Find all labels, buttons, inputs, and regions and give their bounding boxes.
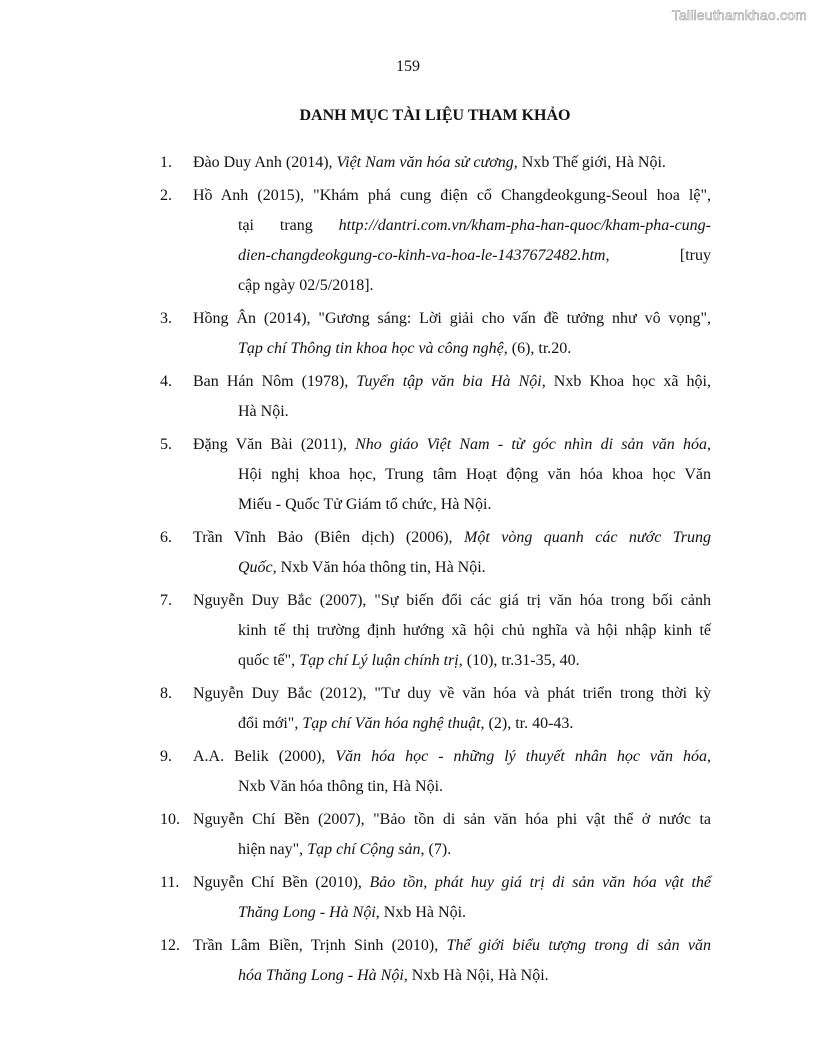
reference-segment: Nxb Văn hóa thông tin, Hà Nội. — [238, 778, 444, 795]
reference-segment: , Nxb Thế giới, Hà Nội. — [513, 154, 666, 171]
reference-number: 7. — [160, 592, 172, 609]
reference-number: 6. — [160, 529, 172, 546]
reference-segment: Ban Hán Nôm (1978), — [193, 373, 357, 390]
reference-line — [193, 616, 711, 646]
reference-title-segment: Việt Nam văn hóa sử cương — [336, 154, 514, 171]
reference-segment: kinh tế thị trường định hướng xã hội chủ nghĩa và hội nhập kinh tế — [238, 622, 711, 639]
reference-text — [193, 679, 711, 739]
reference-item — [0, 304, 816, 364]
reference-line — [193, 523, 711, 553]
reference-line — [193, 397, 711, 427]
reference-segment: Nxb Khoa học xã hội, — [545, 373, 711, 390]
reference-title-segment: Nho giáo Việt Nam - từ góc nhìn di sản văn hóa — [355, 436, 707, 453]
reference-segment: Miếu - Quốc Tử Giám tổ chức, Hà Nội. — [238, 496, 492, 513]
reference-text — [193, 586, 711, 676]
reference-number: 3. — [160, 310, 172, 327]
reference-title-segment: , Tạp chí Văn hóa nghệ thuật — [294, 715, 481, 732]
reference-title-segment: Tạp chí Lý luận chính trị — [299, 652, 459, 669]
reference-text — [193, 742, 711, 802]
reference-line — [193, 181, 711, 211]
reference-item — [0, 430, 816, 520]
reference-number: 10. — [160, 811, 180, 828]
reference-segment: Nguyễn Chí Bền (2007), "Bảo tồn di sản văn hóa phi vật thể ở nước ta — [193, 811, 711, 828]
reference-item — [0, 367, 816, 427]
reference-line — [193, 430, 711, 460]
reference-segment: , (7). — [420, 841, 452, 858]
reference-text — [193, 430, 711, 520]
reference-segment: Đào Duy Anh (2014), — [193, 154, 337, 171]
reference-text — [193, 523, 711, 583]
reference-title-segment: Tuyển tập văn bia Hà Nội, — [356, 373, 546, 390]
reference-line — [193, 646, 711, 676]
reference-item — [0, 742, 816, 802]
reference-segment: Trần Lâm Biền, Trịnh Sinh (2010), — [193, 937, 447, 954]
reference-number: 9. — [160, 748, 172, 765]
reference-line — [193, 271, 711, 301]
reference-title-segment: hóa Thăng Long - Hà Nội — [238, 967, 404, 984]
reference-line — [193, 490, 711, 520]
reference-item — [0, 931, 816, 991]
reference-segment: Nxb Văn hóa thông tin, Hà Nội. — [276, 559, 486, 576]
reference-segment: Đặng Văn Bài (2011), — [193, 436, 356, 453]
reference-line — [193, 460, 711, 490]
page-number: 159 — [396, 58, 420, 75]
reference-number: 11. — [160, 874, 180, 891]
reference-title-segment: Thế giới biểu tượng trong di sản văn — [446, 937, 711, 954]
reference-line — [193, 211, 711, 241]
reference-line — [193, 931, 711, 961]
reference-title-segment: Một vòng quanh các nước Trung — [464, 529, 712, 546]
reference-text — [193, 805, 711, 865]
reference-item — [0, 868, 816, 928]
reference-number: 5. — [160, 436, 172, 453]
reference-title-segment: Bảo tồn, phát huy giá trị di sản văn hóa vật thể — [369, 874, 711, 891]
reference-title-segment: Văn hóa học - những lý thuyết nhân học văn hóa — [335, 748, 707, 765]
reference-line — [193, 367, 711, 397]
reference-segment: cập ngày 02/5/2018]. — [238, 277, 374, 294]
reference-number: 2. — [160, 187, 172, 204]
reference-segment: Hồng Ân (2014), "Gương sáng: Lời giải cho vấn đề tưởng như vô vọng", — [193, 310, 711, 327]
reference-line — [193, 304, 711, 334]
reference-segment: Hồ Anh (2015), "Khám phá cung điện cổ Changdeokgung-Seoul hoa lệ", — [193, 187, 711, 204]
reference-text — [193, 148, 711, 178]
reference-line — [193, 334, 711, 364]
reference-line — [193, 148, 711, 178]
reference-number: 4. — [160, 373, 172, 390]
reference-title-segment: Quốc, — [238, 559, 277, 576]
reference-line — [193, 679, 711, 709]
reference-text — [193, 868, 711, 928]
reference-segment: , Nxb Hà Nội, Hà Nội. — [403, 967, 549, 984]
reference-text — [193, 367, 711, 427]
reference-segment: , (2), tr. 40-43. — [480, 715, 574, 732]
reference-item — [0, 181, 816, 301]
reference-title-segment: dien-changdeokgung-co-kinh-va-hoa-le-1437672482.htm, — [238, 247, 610, 264]
reference-segment: , (10), tr.31-35, 40. — [458, 652, 580, 669]
reference-line — [193, 772, 711, 802]
reference-item — [0, 523, 816, 583]
page-title: DANH MỤC TÀI LIỆU THAM KHẢO — [299, 107, 571, 124]
reference-line — [193, 805, 711, 835]
reference-number: 8. — [160, 685, 172, 702]
reference-segment: đổi mới" — [238, 715, 295, 732]
reference-segment: Nguyễn Duy Bắc (2012), "Tư duy về văn hóa và phát triển trong thời kỳ — [193, 685, 711, 702]
reference-segment: A.A. Belik (2000), — [193, 748, 336, 765]
reference-segment: [truy — [609, 247, 711, 264]
reference-line — [193, 961, 711, 991]
reference-title-segment: Tạp chí Cộng sản — [307, 841, 421, 858]
reference-line — [193, 898, 711, 928]
reference-title-segment: Thăng Long - Hà Nội — [238, 904, 376, 921]
reference-line — [193, 835, 711, 865]
reference-segment: , — [707, 748, 711, 765]
reference-line — [193, 868, 711, 898]
reference-text — [193, 931, 711, 991]
reference-number: 12. — [160, 937, 180, 954]
reference-title-segment: http://dantri.com.vn/kham-pha-han-quoc/kham-pha-cung- — [338, 217, 711, 234]
reference-line — [193, 553, 711, 583]
reference-segment: , (6), tr.20. — [503, 340, 572, 357]
reference-list — [0, 148, 816, 994]
reference-segment: Hà Nội. — [238, 403, 289, 420]
reference-item — [0, 586, 816, 676]
reference-item — [0, 148, 816, 178]
reference-segment: , Nxb Hà Nội. — [375, 904, 467, 921]
reference-item — [0, 679, 816, 739]
reference-text — [193, 304, 711, 364]
reference-segment: Hội nghị khoa học, Trung tâm Hoạt động văn hóa khoa học Văn — [238, 466, 711, 483]
reference-segment: hiện nay", — [238, 841, 308, 858]
reference-line — [193, 709, 711, 739]
reference-line — [193, 742, 711, 772]
reference-title-segment: Tạp chí Thông tin khoa học và công nghệ — [238, 340, 504, 357]
reference-segment: quốc tế", — [238, 652, 300, 669]
reference-segment: Nguyễn Chí Bền (2010), — [193, 874, 370, 891]
watermark: Tailieuthamkhao.com — [671, 7, 807, 23]
reference-segment: Nguyễn Duy Bắc (2007), "Sự biến đổi các giá trị văn hóa trong bối cảnh — [193, 592, 711, 609]
reference-item — [0, 805, 816, 865]
reference-segment: , — [707, 436, 711, 453]
reference-segment: Trần Vĩnh Bảo (Biên dịch) (2006), — [193, 529, 464, 546]
reference-text — [193, 181, 711, 301]
reference-line — [193, 241, 711, 271]
reference-number: 1. — [160, 154, 172, 171]
reference-segment: tại trang — [238, 217, 339, 234]
reference-line — [193, 586, 711, 616]
